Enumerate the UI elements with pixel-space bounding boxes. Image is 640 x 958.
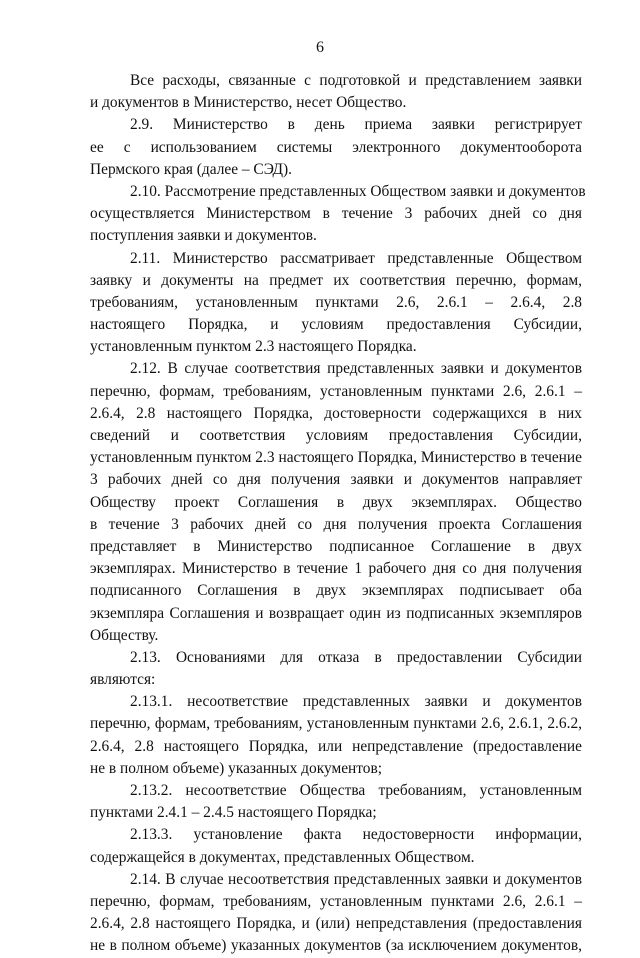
text-line: 2.11. Министерство рассматривает представленные Обществом: [130, 249, 582, 267]
text-line: 2.13.1. несоответствие представленных заявки и документов: [130, 693, 582, 711]
text-line: требованиям, установленным пунктами 2.6, 2.6.1 – 2.6.4, 2.8: [90, 293, 582, 311]
text-line: заявку и документы на предмет их соответствия перечню, формам,: [90, 271, 582, 289]
text-line: 2.13.3. установление факта недостоверности информации,: [130, 826, 582, 844]
text-line: перечню, формам, требованиям, установленным пунктами 2.6, 2.6.1 –: [90, 382, 582, 400]
document-body: [90, 70, 586, 958]
text-line: 2.6.4, 2.8 настоящего Порядка, достоверности содержащихся в них: [90, 404, 582, 422]
text-line: осуществляется Министерством в течение 3 рабочих дней со дня: [90, 205, 582, 223]
text-line: установленным пунктом 2.3 настоящего Порядка.: [90, 338, 417, 356]
text-line: сведений и соответствия условиям предоставления Субсидии,: [90, 427, 582, 444]
text-line: ее с использованием системы электронного документооборота: [90, 138, 582, 156]
text-line: перечню, формам, требованиям, установленным пунктами 2.6, 2.6.1 –: [90, 892, 582, 910]
text-line: 2.6.4, 2.8 настоящего Порядка, или непредставление (предоставление: [90, 737, 582, 755]
text-line: настоящего Порядка, и условиям предоставления Субсидии,: [90, 316, 582, 334]
text-line: представляет в Министерство подписанное Соглашение в двух: [90, 537, 582, 555]
text-line: 2.6.4, 2.8 настоящего Порядка, и (или) непредставления (предоставления: [90, 915, 582, 933]
text-line: 2.13.2. несоответствие Общества требованиям, установленным: [130, 782, 582, 799]
text-line: подписанного Соглашения в двух экземплярах подписывает оба: [90, 582, 582, 600]
text-line: и документов в Министерство, несет Общество.: [90, 94, 407, 112]
text-line: пунктами 2.4.1 – 2.4.5 настоящего Порядка;: [90, 804, 377, 822]
text-line: 2.13. Основаниями для отказа в предоставлении Субсидии: [130, 648, 582, 666]
text-line: Обществу проект Соглашения в двух экземплярах. Общество: [90, 493, 582, 511]
text-line: не в полном объеме) указанных документов (за исключением документов,: [90, 937, 582, 955]
text-line: содержащейся в документах, представленных Обществом.: [90, 848, 475, 866]
text-line: 2.14. В случае несоответствия представленных заявки и документов: [130, 870, 582, 888]
text-line: экземплярах. Министерство в течение 1 рабочего дня со дня получения: [90, 560, 582, 578]
page-number: 6: [316, 39, 324, 56]
text-line: 3 рабочих дней со дня получения заявки и документов направляет: [90, 471, 582, 489]
text-line: перечню, формам, требованиям, установленным пунктами 2.6, 2.6.1, 2.6.2,: [90, 715, 582, 733]
text-line: являются:: [90, 671, 156, 689]
text-line: 2.10. Рассмотрение представленных Обществом заявки и документов: [130, 182, 586, 200]
text-line: 2.9. Министерство в день приема заявки регистрирует: [130, 116, 582, 134]
text-line: Обществу.: [90, 626, 159, 644]
text-line: в течение 3 рабочих дней со дня получения проекта Соглашения: [90, 515, 582, 533]
text-line: поступления заявки и документов.: [90, 227, 317, 245]
text-line: 2.12. В случае соответствия представленных заявки и документов: [130, 360, 582, 378]
text-line: экземпляра Соглашения и возвращает один из подписанных экземпляров: [90, 604, 582, 622]
text-line: Все расходы, связанные с подготовкой и представлением заявки: [130, 72, 582, 89]
text-line: не в полном объеме) указанных документов;: [90, 759, 383, 777]
text-line: Пермского края (далее – СЭД).: [90, 160, 293, 178]
text-line: установленным пунктом 2.3 настоящего Порядка, Министерство в течение: [90, 449, 582, 467]
